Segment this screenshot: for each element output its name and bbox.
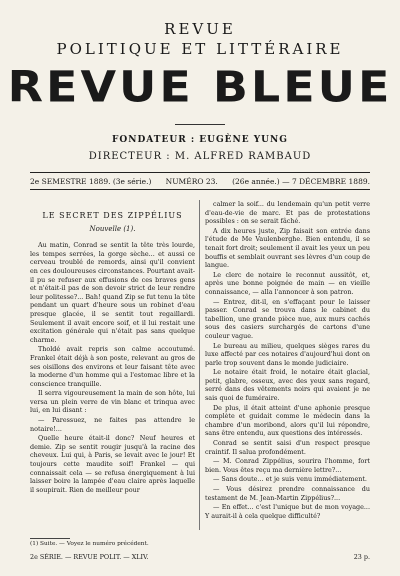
article-column-right <box>205 200 370 521</box>
paragraph: — Entrez, dit-il, en s'effaçant pour le laisser passer. Conrad se trouva dans le cabinet du tabellion, une grande pièce nue, aux murs cachés sous des casiers surchargés de cartons d'une couleur vague. <box>205 297 370 340</box>
masthead-subtitle: POLITIQUE ET LITTÉRAIRE <box>56 40 344 58</box>
paragraph: De plus, il était atteint d'une aphonie presque complète et guidait comme le médecin dans la chambre d'un moribond, alors qu'il lui répondre, sans être entendu, aux questions des intéressés. <box>205 403 370 438</box>
masthead-rule <box>175 124 225 125</box>
masthead-title: REVUE BLEUE <box>7 62 393 112</box>
issue-rule-top <box>30 172 370 173</box>
paragraph: — En effet... c'est l'unique but de mon voyage... Y aurait-il à cela quelque difficulté? <box>205 503 370 520</box>
footnote: (1) Suite. — Voyez le numéro précédent. <box>30 541 149 547</box>
issue-rule-bottom <box>30 189 370 190</box>
column-separator <box>199 200 200 530</box>
paragraph: — M. Conrad Zippélius, sourira l'homme, fort bien. Vous êtes reçu ma dernière lettre?... <box>205 457 370 474</box>
paragraph: — Paressuez, ne faites pas attendre le notaire!... <box>30 416 195 433</box>
paragraph: Tholdé avait repris son calme accoutumé. Frankel était déjà à son poste, relevant au gros de ses oisillons des environs et leur faisant tête avec la moderne d'un homme qui a l'estomac libre et la conscience tranquille. <box>30 345 195 388</box>
issue-date: (26e année.) — 7 DÉCEMBRE 1889. <box>232 177 370 186</box>
issue-number: NUMÉRO 23. <box>165 177 218 186</box>
paragraph: Le clerc de notaire le reconnut aussitôt, et, après une bonne poignée de main — en vieille connaissance, — alla l'annoncer à son patron. <box>205 270 370 296</box>
article-column-left <box>30 200 195 495</box>
footer-page: 23 p. <box>353 553 370 561</box>
masthead-revue: REVUE <box>164 20 236 38</box>
paragraph: Conrad se sentit saisi d'un respect presque craintif. Il salua profondément. <box>205 439 370 456</box>
issue-semester: 2e SEMESTRE 1889. (3e série.) <box>30 177 152 186</box>
paragraph: A dix heures juste, Zip faisait son entrée dans l'étude de Me Vaulenberghe. Bien entendu, il se tenait fort droit; seulement il avait les yeux un peu bouffis et semblait ouvrant ses lèvres d'un coup de langue. <box>205 226 370 270</box>
issue-info-row <box>30 175 370 188</box>
footnote-rule <box>30 538 70 539</box>
paragraph: Le bureau au milieu, quelques sièges rares du luxe affecté par ces notaires d'aujourd'hui dont on parle trop souvent dans le monde judiciaire. <box>205 341 370 367</box>
paragraph: — Vous désirez prendre connaissance du testament de M. Jean-Martin Zippélius?... <box>205 485 370 502</box>
article-title: LE SECRET DES ZIPPÉLIUS <box>42 211 183 220</box>
paragraph: Il serra vigoureusement la main de son hôte, lui versa un plein verre de vin blanc et trinqua avec lui, en lui disant : <box>30 389 195 415</box>
founder-line: FONDATEUR : EUGÈNE YUNG <box>112 135 288 145</box>
paragraph: — Sans doute... et je suis venu immédiatement. <box>213 475 367 484</box>
paragraph: Le notaire était froid, le notaire était glacial, petit, glabre, osseux, avec des yeux sans regard, serré dans des vêtements noirs qui avaient je ne sais quoi de fuméraire. <box>205 368 370 403</box>
article-subtitle: Nouvelle (1). <box>89 224 136 233</box>
paragraph: Au matin, Conrad se sentit la tête très lourde, les tempes serrées, la gorge sèche... et aussi ce cerveau troublé de remords, ainsi qu'il convient en ces douloureuses circonstances. Pourtant avait-il pu se refuser aux effusions de ces braves gens et n'était-il pas de son devoir strict de leur rendre leur politesse?... Bah! quand Zip se fut tenu la tête pendant un quart d'heure sous un robinet d'eau presque glacée, il se sentit tout regaillardi. Seulement il avait encore soif, et il lui restait une excitation générale qui n'était pas sans quelque charme. <box>30 241 195 344</box>
director-line: DIRECTEUR : M. ALFRED RAMBAUD <box>88 151 312 162</box>
paragraph: calmer la soif... du lendemain qu'un petit verre d'eau-de-vie de marc. Et pas de protestations possibles : on se serait fâché. <box>205 200 370 226</box>
footer-series: 2e SÉRIE. — REVUE POLIT. — XLIV. <box>30 553 149 561</box>
paragraph: Quelle heure était-il donc? Neuf heures et demie. Zip se sentit rougir jusqu'à la racine des cheveux. Lui qui, à Paris, se levait avec le jour! Et toujours cette maudite soif! Frankel — qui connaissait cela — se refusa énergiquement à lui laisser boire la lampée d'eau claire après laquelle il soupirait. Rien de meilleur pour <box>30 434 195 494</box>
